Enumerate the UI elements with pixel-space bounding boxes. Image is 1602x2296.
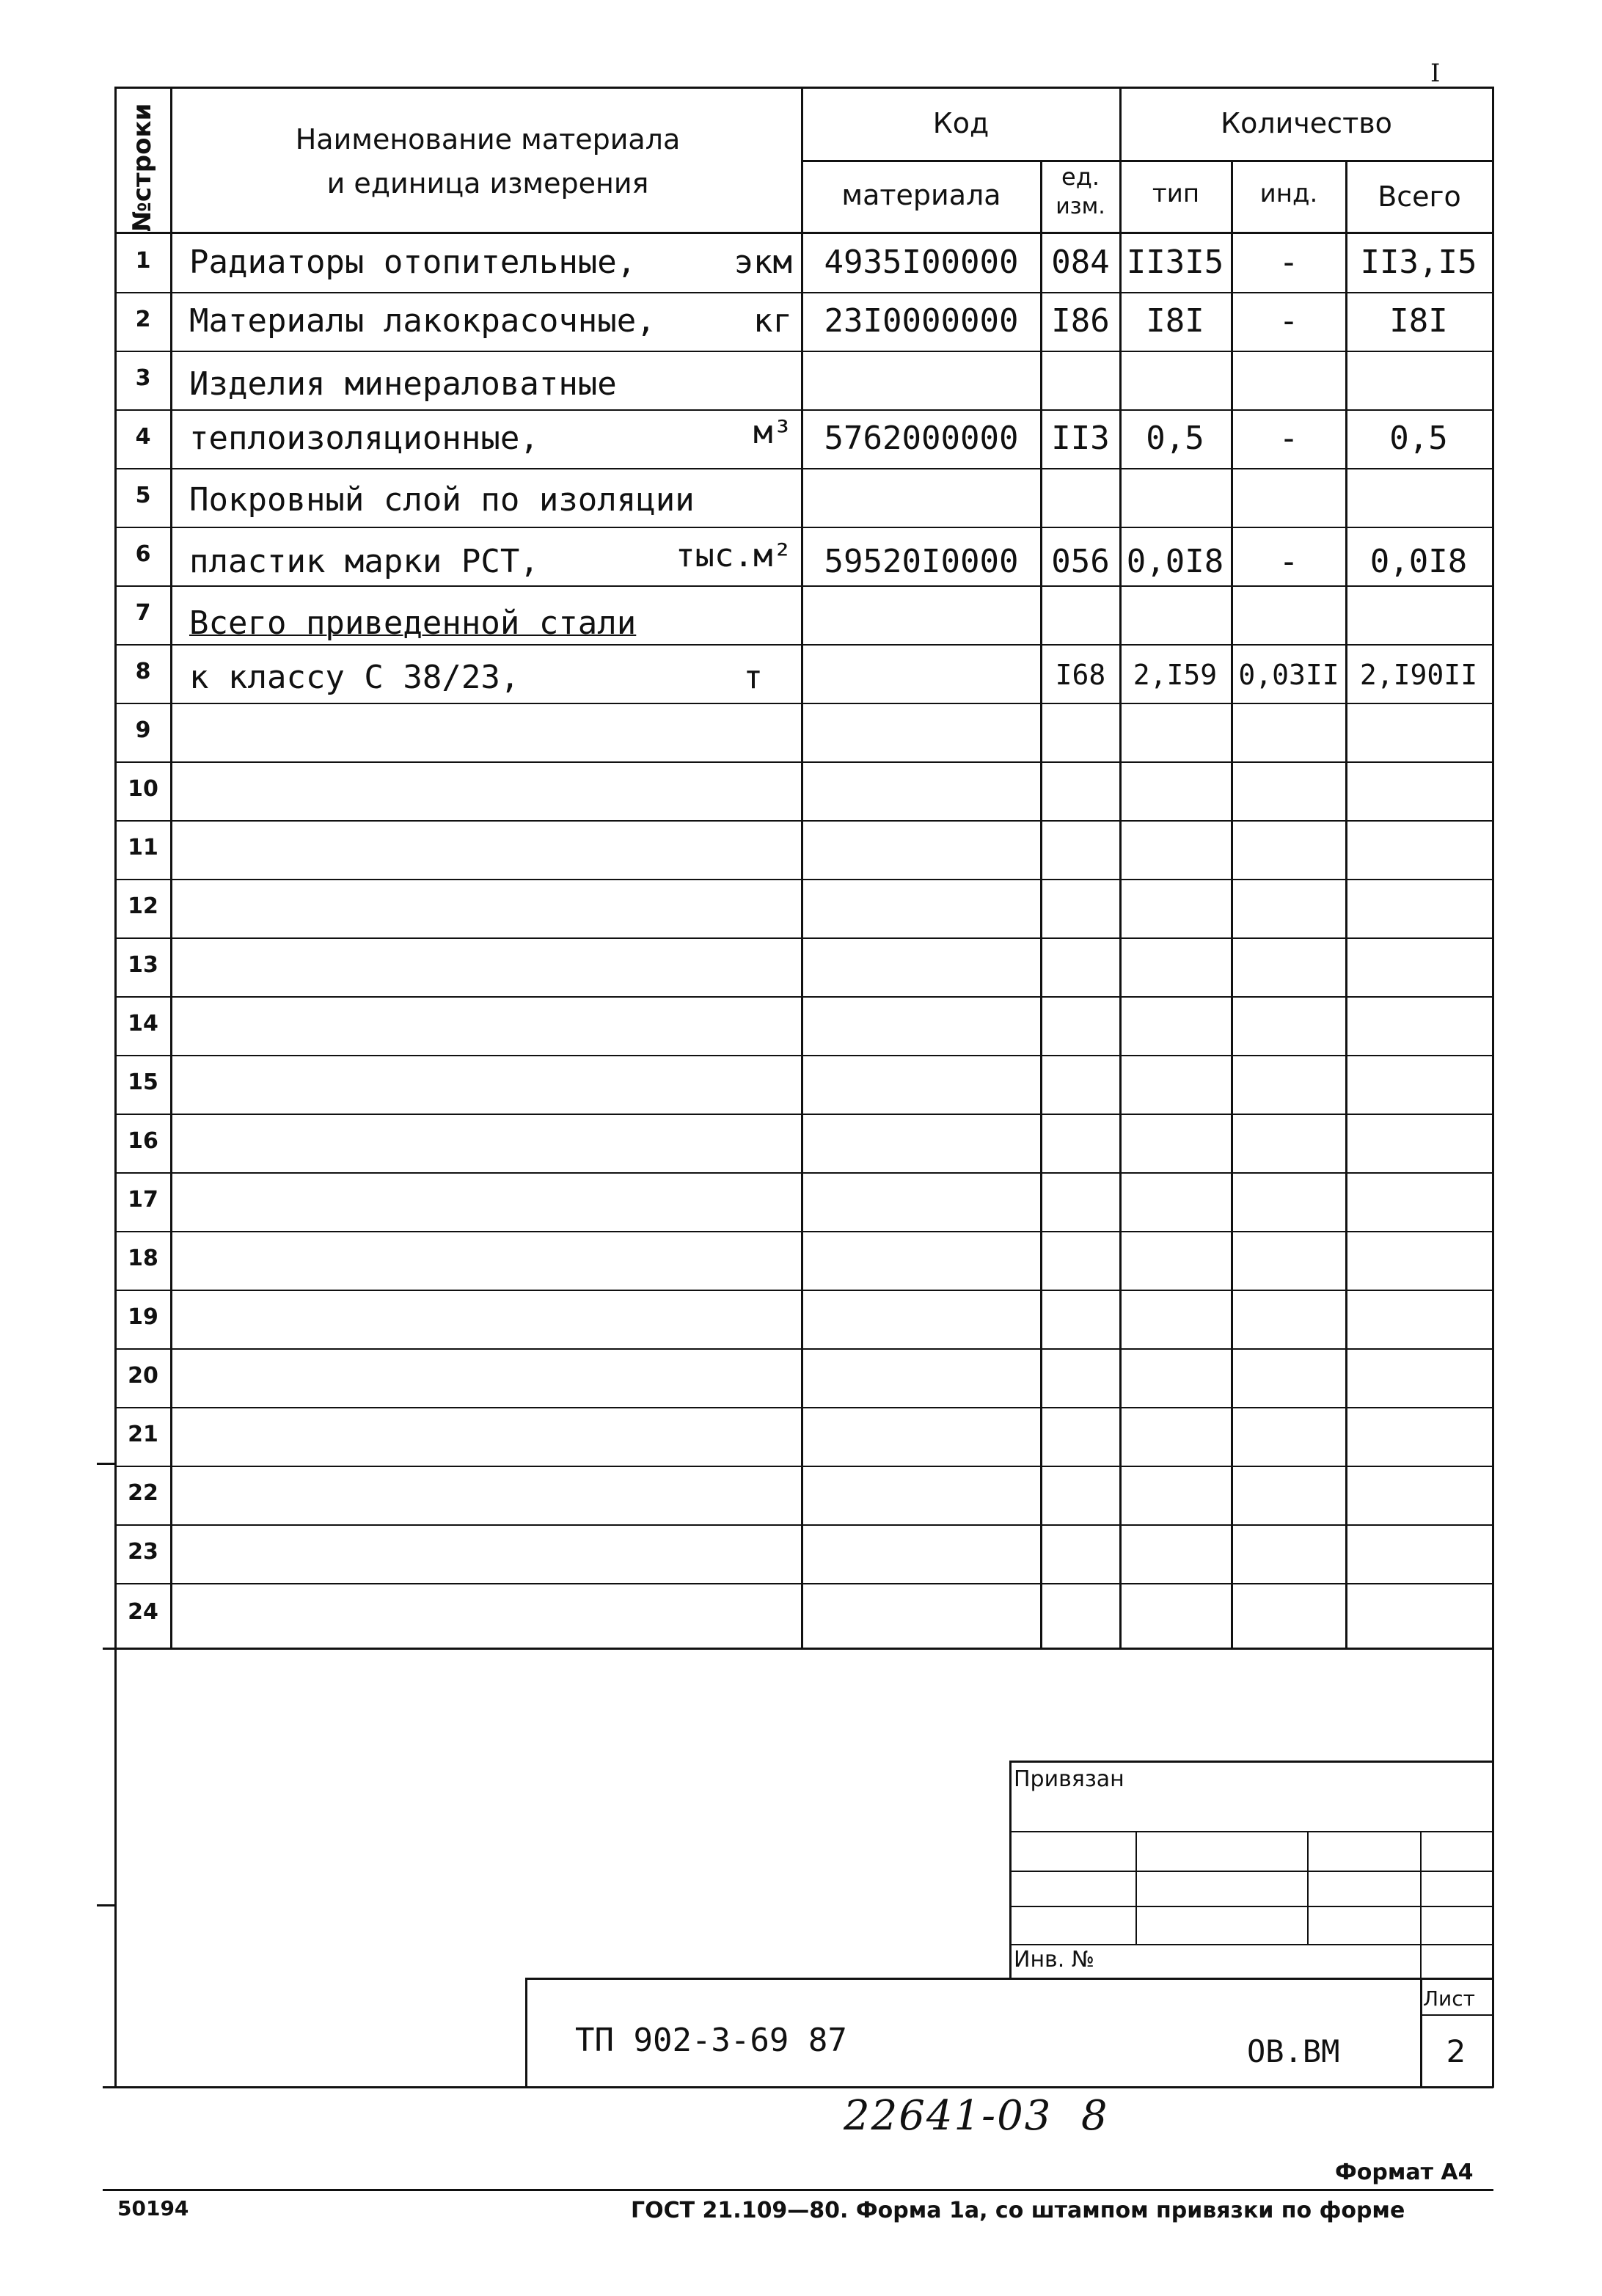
table-top-border [114, 87, 1493, 89]
row-number: 24 [128, 1599, 158, 1625]
header-bottom-border [114, 232, 1493, 234]
list-label: Лист [1423, 1986, 1475, 2011]
header-ed-line2: изм. [1056, 194, 1105, 219]
row-ind: - [1279, 420, 1299, 457]
header-kod: Код [932, 107, 990, 139]
row-ed: I86 [1051, 302, 1110, 340]
row-unit: тыс.м² [676, 537, 792, 574]
row-tip: II3I5 [1126, 244, 1224, 281]
row-number: 13 [128, 952, 158, 978]
stamp-line [1420, 1831, 1422, 1978]
row-line [114, 1466, 1493, 1467]
row-number: 3 [135, 365, 151, 391]
header-tip-label: тип [1152, 179, 1200, 208]
row-line [114, 820, 1493, 822]
row-line [114, 1407, 1493, 1408]
doc-code: ТП 902-3-69 87 [575, 2022, 847, 2059]
stamp-line [1420, 1978, 1422, 2088]
row-line [114, 409, 1493, 411]
row-number: 21 [128, 1422, 158, 1447]
col-line-name [801, 87, 803, 1648]
row-tip: 0,5 [1146, 420, 1204, 457]
table-left-border [114, 87, 117, 2088]
row-number: 22 [128, 1480, 158, 1506]
row-number: 4 [135, 424, 151, 450]
row-unit: экм [734, 244, 792, 281]
row-name: пластик марки РСТ, [189, 543, 539, 580]
row-code: 59520I0000 [824, 543, 1019, 580]
header-ed-line1: ед. [1061, 163, 1100, 191]
row-name: Изделия минераловатные [189, 365, 617, 403]
row-ed: I68 [1055, 659, 1106, 691]
list-value: 2 [1446, 2033, 1466, 2069]
header-name-line1: Наименование материала [295, 123, 681, 156]
row-number: 20 [128, 1363, 158, 1389]
row-line [114, 1231, 1493, 1232]
row-code: 4935I00000 [824, 244, 1019, 281]
header-ind-label: инд. [1259, 179, 1318, 208]
row-line [114, 937, 1493, 939]
col-line-tip [1231, 160, 1233, 1648]
row-vsego: 0,5 [1389, 420, 1448, 457]
row-tip: 2,I59 [1133, 659, 1218, 691]
footer-left-code: 50194 [117, 2196, 189, 2220]
row-vsego: 2,I90II [1359, 659, 1478, 691]
row-line [114, 351, 1493, 352]
row-line [114, 761, 1493, 763]
row-name: к классу С 38/23, [189, 659, 520, 696]
col-line-code [1040, 160, 1042, 1648]
row-number: 5 [135, 483, 151, 508]
footer-gost: ГОСТ 21.109—80. Форма 1а, со штампом привязки по форме [631, 2198, 1405, 2223]
row-ind: - [1279, 543, 1299, 580]
row-ind: - [1279, 302, 1299, 340]
col-line-rownum [170, 87, 172, 1648]
row-number: 1 [135, 248, 151, 274]
row-vsego: II3,I5 [1360, 244, 1477, 281]
header-material: материала [841, 179, 1001, 211]
row-number: 9 [135, 717, 151, 743]
row-ed: 056 [1051, 543, 1110, 580]
stamp-line [1420, 2014, 1492, 2016]
handwritten-number: 22641-03 8 [844, 2092, 1109, 2140]
row-line [114, 703, 1493, 704]
page-bottom-line [103, 2086, 1493, 2088]
row-line [114, 1114, 1493, 1115]
row-number: 11 [128, 835, 158, 860]
row-vsego: I8I [1389, 302, 1448, 340]
margin-tick [97, 1904, 114, 1906]
table-bottom-border [103, 1648, 1493, 1650]
row-code: 5762000000 [824, 420, 1019, 457]
stamp-line [525, 1978, 527, 2088]
row-number: 7 [135, 600, 151, 626]
header-subdivider [801, 160, 1492, 162]
row-line [114, 585, 1493, 587]
doc-mark: ОВ.ВМ [1247, 2033, 1340, 2069]
row-number: 6 [135, 541, 151, 567]
row-ind: - [1279, 244, 1299, 281]
row-tip: I8I [1146, 302, 1204, 340]
margin-tick [97, 1463, 114, 1465]
row-number: 12 [128, 893, 158, 919]
row-tip: 0,0I8 [1126, 543, 1224, 580]
footer-format: Формат А4 [1335, 2160, 1474, 2185]
stamp-line [1307, 1831, 1309, 1944]
row-number: 2 [135, 307, 151, 332]
header-name-line2: и единица измерения [326, 167, 649, 200]
header-vsego: Всего [1378, 180, 1461, 213]
row-number: 19 [128, 1304, 158, 1330]
privyazan-label: Привязан [1014, 1766, 1124, 1792]
row-line [114, 1055, 1493, 1056]
row-number: 15 [128, 1070, 158, 1095]
row-number: 18 [128, 1246, 158, 1271]
row-name: Всего приведенной стали [189, 604, 637, 642]
row-unit: м³ [753, 414, 792, 451]
stamp-line [525, 1978, 1492, 1980]
row-line [114, 292, 1493, 293]
row-code: 23I0000000 [824, 302, 1019, 340]
row-number: 23 [128, 1539, 158, 1565]
row-line [114, 1583, 1493, 1584]
row-line [114, 1348, 1493, 1350]
row-line [114, 527, 1493, 528]
row-name: теплоизоляционные, [189, 420, 539, 457]
row-unit: т [743, 659, 763, 696]
row-line [114, 644, 1493, 646]
footer-line [103, 2189, 1493, 2191]
row-number: 8 [135, 659, 151, 684]
row-number: 10 [128, 776, 158, 802]
inv-no-label: Инв. № [1014, 1947, 1095, 1973]
row-ed: 084 [1051, 244, 1110, 281]
row-line [114, 468, 1493, 469]
row-number: 14 [128, 1011, 158, 1037]
stamp-line [1009, 1761, 1492, 1763]
row-unit: кг [753, 302, 792, 340]
row-number: 17 [128, 1187, 158, 1213]
header-kolichestvo: Количество [1221, 107, 1392, 139]
row-line [114, 996, 1493, 998]
row-ed: II3 [1051, 420, 1110, 457]
row-name: Покровный слой по изоляции [189, 481, 695, 519]
row-vsego: 0,0I8 [1369, 543, 1468, 580]
stamp-line [1135, 1831, 1137, 1944]
row-name: Радиаторы отопительные, [189, 244, 637, 281]
col-line-ind [1345, 160, 1347, 1648]
page-mark: I [1430, 59, 1441, 88]
table-right-border [1492, 87, 1494, 2088]
row-name: Материалы лакокрасочные, [189, 302, 656, 340]
row-line [114, 1290, 1493, 1291]
row-line [114, 1172, 1493, 1174]
row-ind: 0,03II [1238, 659, 1339, 691]
row-line [114, 879, 1493, 880]
row-number: 16 [128, 1128, 158, 1154]
row-line [114, 1524, 1493, 1526]
